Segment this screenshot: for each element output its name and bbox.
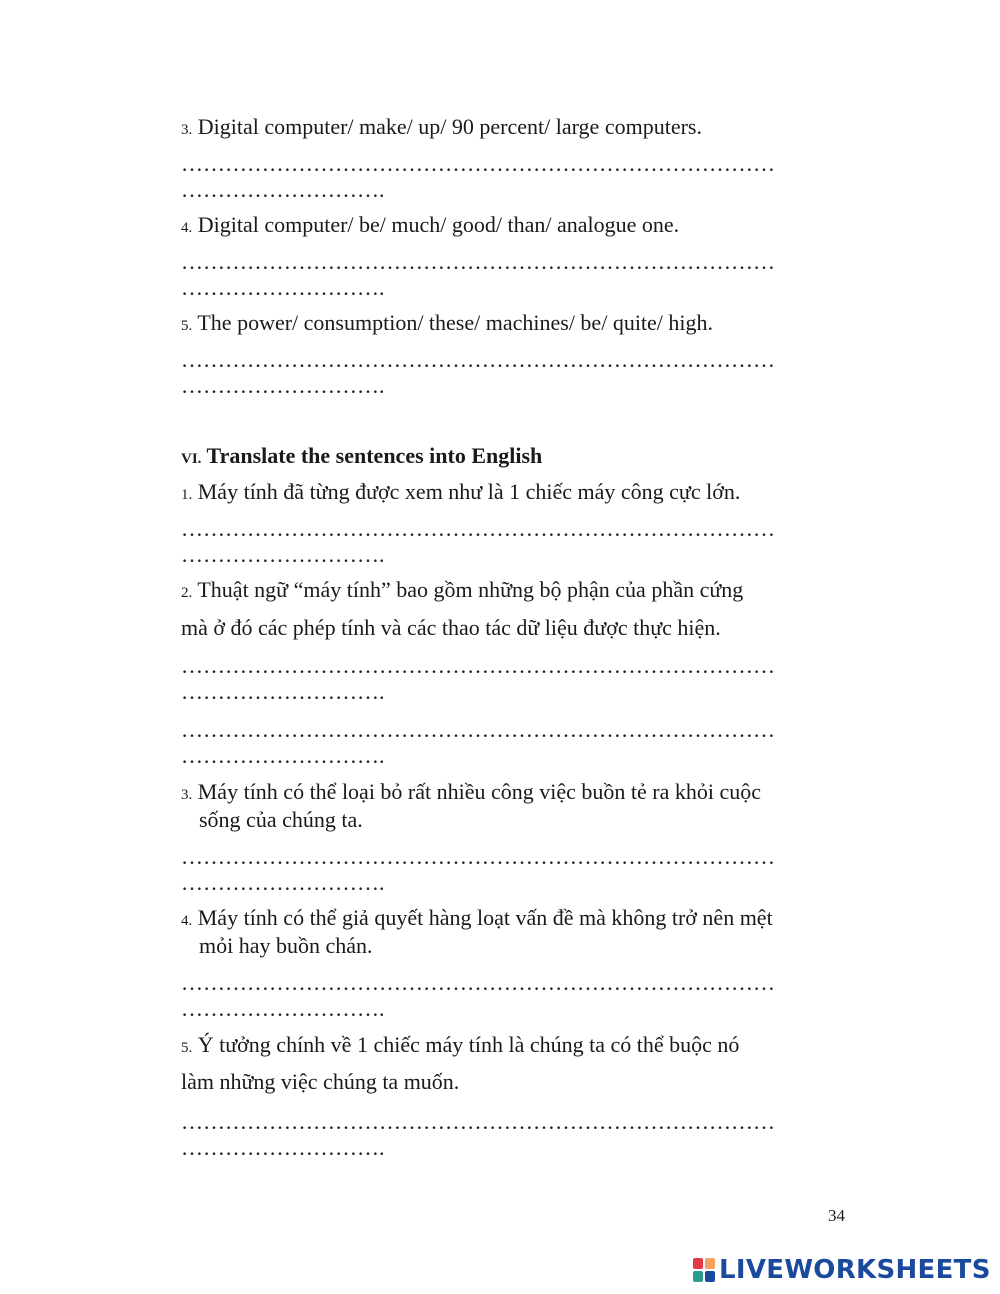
- answer-line[interactable]: ……………………….: [181, 373, 385, 398]
- section-vi-heading: VI. Translate the sentences into English: [181, 443, 543, 468]
- exercise-vi-item-4: 4. Máy tính có thể giả quyết hàng loạt vấn đề mà không trở nên mệt: [181, 905, 773, 930]
- answer-line[interactable]: ……………………….: [181, 679, 385, 704]
- exercise-vi-item-2-continued: mà ở đó các phép tính và các thao tác dữ liệu được thực hiện.: [181, 615, 721, 640]
- exercise-vi-item-3-continued: sống của chúng ta.: [199, 807, 363, 832]
- answer-line[interactable]: ………………………………………………………………………: [181, 347, 775, 372]
- answer-line[interactable]: ……………………….: [181, 275, 385, 300]
- exercise-v-item-5: 5. The power/ consumption/ these/ machines/ be/ quite/ high.: [181, 310, 714, 335]
- answer-line[interactable]: ……………………….: [181, 743, 385, 768]
- exercise-vi-item-2: 2. Thuật ngữ “máy tính” bao gồm những bộ phận của phần cứng: [181, 577, 744, 602]
- answer-line[interactable]: ………………………………………………………………………: [181, 516, 775, 541]
- answer-line[interactable]: ……………………….: [181, 996, 385, 1021]
- answer-line[interactable]: ………………………………………………………………………: [181, 151, 775, 176]
- exercise-vi-item-5-continued: làm những việc chúng ta muốn.: [181, 1069, 460, 1094]
- exercise-v-item-3: 3. Digital computer/ make/ up/ 90 percent/ large computers.: [181, 114, 702, 139]
- page-number: 34: [828, 1206, 845, 1225]
- liveworksheets-logo-icon: [693, 1258, 715, 1282]
- exercise-vi-item-3: 3. Máy tính có thể loại bỏ rất nhiều công việc buồn tẻ ra khỏi cuộc: [181, 779, 762, 804]
- exercise-vi-item-5: 5. Ý tưởng chính về 1 chiếc máy tính là chúng ta có thể buộc nó: [181, 1032, 740, 1057]
- answer-line[interactable]: ………………………………………………………………………: [181, 717, 775, 742]
- answer-line[interactable]: ………………………………………………………………………: [181, 249, 775, 274]
- answer-line[interactable]: ………………………………………………………………………: [181, 653, 775, 678]
- exercise-vi-item-4-continued: mỏi hay buồn chán.: [199, 933, 373, 958]
- exercise-vi-item-1: 1. Máy tính đã từng được xem như là 1 chiếc máy công cực lớn.: [181, 479, 741, 504]
- answer-line[interactable]: ……………………….: [181, 177, 385, 202]
- answer-line[interactable]: ……………………….: [181, 542, 385, 567]
- answer-line[interactable]: ……………………….: [181, 870, 385, 895]
- liveworksheets-logo: [693, 1254, 991, 1286]
- answer-line[interactable]: ………………………………………………………………………: [181, 1109, 775, 1134]
- exercise-v-item-4: 4. Digital computer/ be/ much/ good/ than/ analogue one.: [181, 212, 680, 237]
- answer-line[interactable]: ………………………………………………………………………: [181, 970, 775, 995]
- logo-text: LIVEWORKSHEETS: [719, 1255, 991, 1285]
- answer-line[interactable]: ……………………….: [181, 1135, 385, 1160]
- answer-line[interactable]: ………………………………………………………………………: [181, 844, 775, 869]
